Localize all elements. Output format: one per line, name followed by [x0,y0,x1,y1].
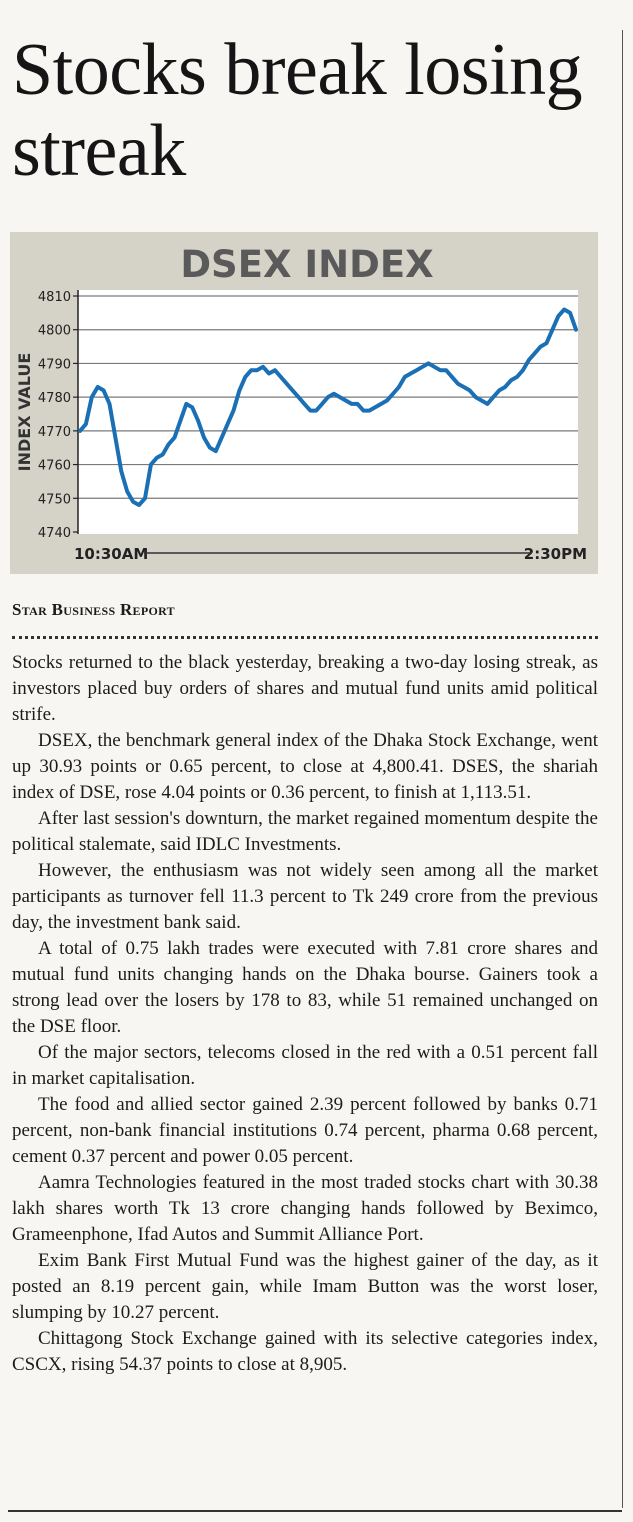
article-paragraph: Aamra Technologies featured in the most traded stocks chart with 30.38 lakh shares worth Tk 13 crore changing hands followed by Beximco, Grameenphone, Ifad Autos and Summit Alliance Port. [12,1172,598,1245]
article-paragraph: DSEX, the benchmark general index of the Dhaka Stock Exchange, went up 30.93 points or 0.65 percent, to close at 4,800.41. DSES, the shariah index of DSE, rose 4.04 points or 0.36 percent, to finish at 1,113.51. [12,730,598,803]
x-axis-end-label: 2:30PM [523,545,587,563]
dsex-chart [10,232,598,574]
x-axis-start-label: 10:30AM [74,545,149,563]
y-tick-label: 4800 [37,323,71,339]
article-body [12,650,598,1378]
column-rule-right [622,30,623,1508]
headline: Stocks break losing streak [12,29,583,192]
article-paragraph: However, the enthusiasm was not widely seen among all the market participants as turnover fell 11.3 percent to Tk 249 crore from the previous day, the investment bank said. [12,860,598,933]
y-tick-labels [38,290,78,541]
article-paragraph: Exim Bank First Mutual Fund was the highest gainer of the day, as it posted an 8.19 percent gain, while Imam Button was the worst loser, slumping by 10.27 percent. [12,1250,598,1323]
plot-area [78,290,578,534]
y-tick-label: 4770 [37,424,71,440]
article-paragraph: Stocks returned to the black yesterday, breaking a two-day losing streak, as investors placed buy orders of shares and mutual fund units amid political strife. [12,652,598,725]
article-paragraph: The food and allied sector gained 2.39 percent followed by banks 0.71 percent, non-bank financial institutions 0.74 percent, pharma 0.68 percent, cement 0.37 percent and power 0.05 percent. [12,1094,598,1167]
y-tick-label: 4780 [37,391,71,407]
y-axis-label: INDEX VALUE [15,352,34,472]
column-rule-bottom [8,1510,622,1512]
chart-svg [10,232,598,574]
byline: Star Business Report [12,600,175,619]
y-tick-label: 4790 [37,357,71,373]
article-paragraph: Of the major sectors, telecoms closed in the red with a 0.51 percent fall in market capitalisation. [12,1042,598,1089]
article-paragraph: After last session's downturn, the market regained momentum despite the political stalemate, said IDLC Investments. [12,808,598,855]
y-tick-label: 4760 [37,458,71,474]
chart-title: DSEX INDEX [180,243,434,286]
y-tick-label: 4750 [37,492,71,508]
y-tick-label: 4740 [37,526,71,541]
article-paragraph: A total of 0.75 lakh trades were executed with 7.81 crore shares and mutual fund units changing hands on the Dhaka bourse. Gainers took a strong lead over the losers by 178 to 83, while 51 remained unchanged on the DSE floor. [12,938,598,1037]
dotted-separator [12,636,598,639]
article-paragraph: Chittagong Stock Exchange gained with its selective categories index, CSCX, rising 54.37 points to close at 8,905. [12,1328,598,1375]
y-tick-label: 4810 [37,290,71,305]
